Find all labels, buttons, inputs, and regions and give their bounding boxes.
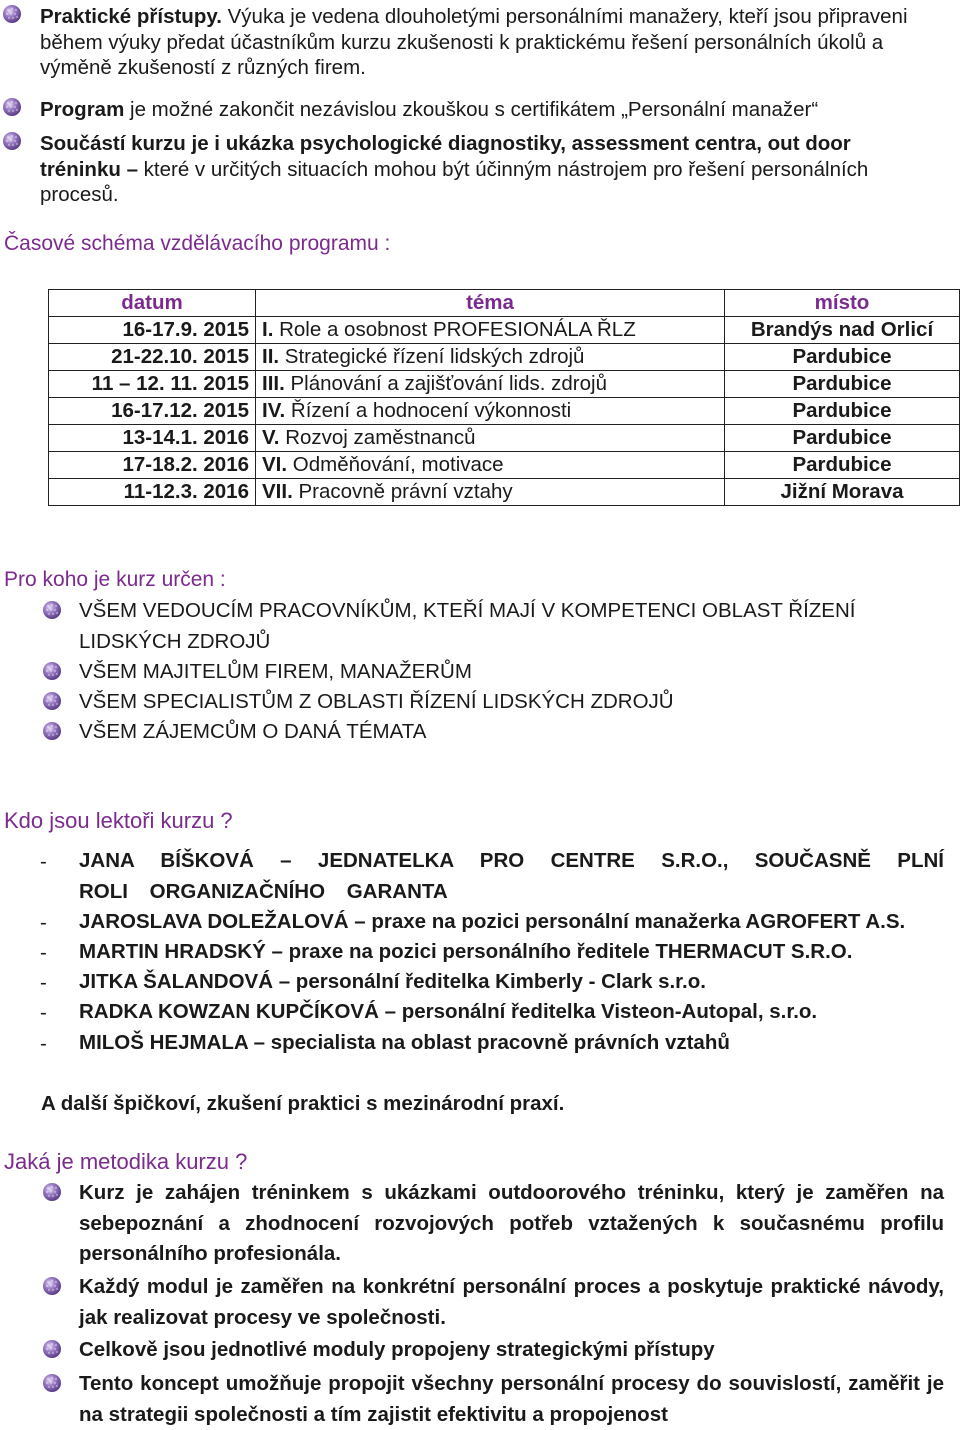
header-misto: místo	[725, 290, 960, 317]
row-date: 16-17.9. 2015	[49, 317, 256, 344]
header-tema: téma	[256, 290, 725, 317]
table-row	[49, 398, 960, 425]
bullet-icon	[42, 721, 62, 741]
intro-p2-text: je možné zakončit nezávislou zkouškou s certifikátem „Personální manažer“	[124, 98, 819, 121]
method-item: Každý modul je zaměřen na konkrétní personální proces a poskytuje praktické návody, jak realizovat procesy ve společnosti.	[79, 1275, 944, 1329]
row-date: 13-14.1. 2016	[49, 425, 256, 452]
intro-p2-bold: Program	[40, 98, 125, 121]
intro-p1-bold: Praktické přístupy.	[40, 5, 222, 28]
bullet-icon	[42, 1182, 62, 1202]
row-topic: II. Strategické řízení lidských zdrojů	[256, 344, 725, 371]
schedule-heading: Časové schéma vzdělávacího programu :	[4, 232, 391, 255]
lecturer-item: MARTIN HRADSKÝ – praxe na pozici personálního ředitele THERMACUT S.R.O.	[79, 940, 853, 963]
bullet-icon	[42, 1339, 62, 1359]
audience-heading: Pro koho je kurz určen :	[4, 568, 226, 591]
row-topic: I. Role a osobnost PROFESIONÁLA ŘLZ	[256, 317, 725, 344]
row-date: 17-18.2. 2016	[49, 452, 256, 479]
schedule-table	[48, 289, 960, 506]
row-place: Jižní Morava	[725, 479, 960, 506]
lecturer-item: JITKA ŠALANDOVÁ – personální ředitelka Kimberly - Clark s.r.o.	[79, 970, 706, 993]
row-place: Pardubice	[725, 344, 960, 371]
table-row	[49, 425, 960, 452]
audience-item: VŠEM VEDOUCÍM PRACOVNÍKŮM, KTEŘÍ MAJÍ V KOMPETENCI OBLAST ŘÍZENÍ LIDSKÝCH ZDROJŮ	[79, 599, 856, 653]
audience-item: VŠEM ZÁJEMCŮM O DANÁ TÉMATA	[79, 720, 427, 743]
method-heading: Jaká je metodika kurzu ?	[4, 1149, 248, 1174]
row-date: 11-12.3. 2016	[49, 479, 256, 506]
row-topic: V. Rozvoj zaměstnanců	[256, 425, 725, 452]
audience-item: VŠEM SPECIALISTŮM Z OBLASTI ŘÍZENÍ LIDSKÝCH ZDROJŮ	[79, 690, 674, 713]
row-topic: VII. Pracovně právní vztahy	[256, 479, 725, 506]
row-date: 21-22.10. 2015	[49, 344, 256, 371]
intro-p3-bold: Součástí kurzu je i ukázka psychologické diagnostiky, assessment centra, out door tréninku –	[40, 132, 851, 181]
row-place: Pardubice	[725, 398, 960, 425]
method-item: Celkově jsou jednotlivé moduly propojeny strategickými přístupy	[79, 1338, 715, 1361]
table-row	[49, 452, 960, 479]
row-place: Brandýs nad Orlicí	[725, 317, 960, 344]
method-item: Kurz je zahájen tréninkem s ukázkami outdoorového tréninku, který je zaměřen na sebepoznání a zhodnocení rozvojových potřeb vztažených k současnému profilu personálního profesionála.	[79, 1181, 944, 1265]
row-place: Pardubice	[725, 452, 960, 479]
lecturer-item: JAROSLAVA DOLEŽALOVÁ – praxe na pozici personální manažerka AGROFERT A.S.	[79, 910, 906, 933]
intro-paragraph-2	[40, 97, 940, 123]
bullet-icon	[2, 131, 22, 151]
bullet-icon	[42, 600, 62, 620]
intro-paragraph-3	[40, 131, 920, 208]
row-topic: IV. Řízení a hodnocení výkonnosti	[256, 398, 725, 425]
row-place: Pardubice	[725, 425, 960, 452]
list-dash: -	[40, 1032, 47, 1055]
bullet-icon	[42, 691, 62, 711]
table-row	[49, 371, 960, 398]
intro-paragraph-1	[40, 4, 920, 81]
table-row	[49, 344, 960, 371]
row-topic: VI. Odměňování, motivace	[256, 452, 725, 479]
bullet-icon	[42, 1276, 62, 1296]
row-place: Pardubice	[725, 371, 960, 398]
lecturer-item: JANA BÍŠKOVÁ – JEDNATELKA PRO CENTRE S.R.O., SOUČASNĚ PLNÍ ROLI ORGANIZAČNÍHO GARANTA	[79, 849, 944, 903]
row-date: 16-17.12. 2015	[49, 398, 256, 425]
lecturer-item: MILOŠ HEJMALA – specialista na oblast pracovně právních vztahů	[79, 1031, 730, 1054]
row-date: 11 – 12. 11. 2015	[49, 371, 256, 398]
lecturer-item: RADKA KOWZAN KUPČÍKOVÁ – personální ředitelka Visteon-Autopal, s.r.o.	[79, 1000, 818, 1023]
intro-p1-text: Výuka je vedena dlouholetými personálními manažery, kteří jsou připraveni během výuky předat účastníkům kurzu zkušenosti k praktickému řešení personálních úkolů a výměně zkušeností z různých firem.	[40, 5, 908, 79]
table-row	[49, 479, 960, 506]
intro-p3-text: které v určitých situacích mohou být účinným nástrojem pro řešení personálních procesů.	[40, 157, 869, 206]
table-header-row	[49, 290, 960, 317]
bullet-icon	[2, 97, 22, 117]
bullet-icon	[42, 1373, 62, 1393]
list-dash: -	[40, 941, 47, 964]
list-dash: -	[40, 971, 47, 994]
list-dash: -	[40, 850, 47, 873]
bullet-icon	[2, 4, 22, 24]
lecturers-heading: Kdo jsou lektoři kurzu ?	[4, 808, 233, 833]
audience-item: VŠEM MAJITELŮM FIREM, MANAŽERŮM	[79, 660, 472, 683]
method-item: Tento koncept umožňuje propojit všechny personální procesy do souvislostí, zaměřit je na strategii společnosti a tím zajistit efektivitu a propojenost	[79, 1372, 944, 1426]
table-row	[49, 317, 960, 344]
bullet-icon	[42, 661, 62, 681]
list-dash: -	[40, 911, 47, 934]
lecturers-note: A další špičkoví, zkušení praktici s mezinárodní praxí.	[41, 1092, 565, 1115]
list-dash: -	[40, 1001, 47, 1024]
row-topic: III. Plánování a zajišťování lids. zdrojů	[256, 371, 725, 398]
header-datum: datum	[49, 290, 256, 317]
